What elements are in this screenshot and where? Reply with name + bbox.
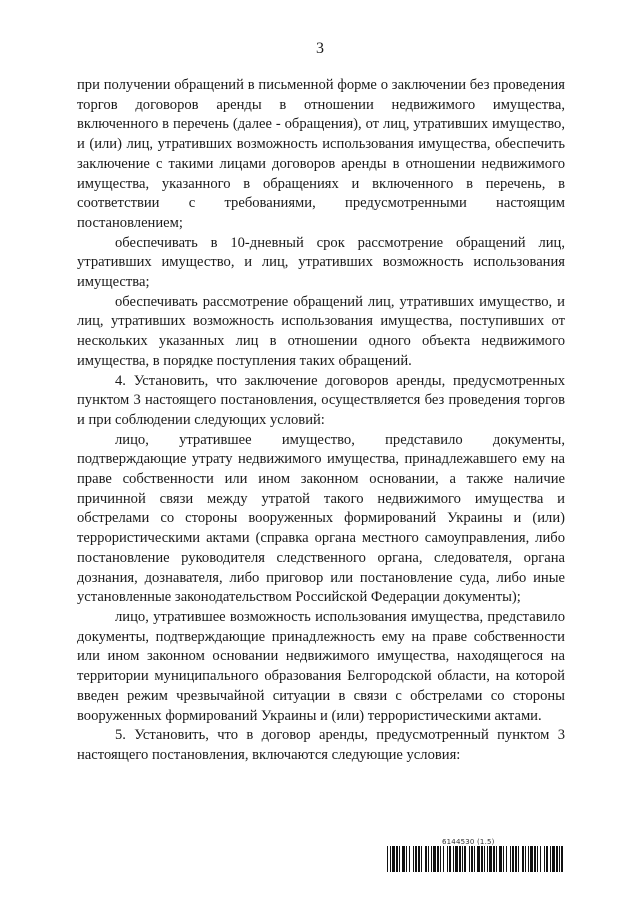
barcode-icon [387,846,563,872]
paragraph: лицо, утратившее возможность использования имущества, представило документы, подтверждающие принадлежность ему на праве собственности или ином законном основании недвижимого имущества, находящегося на территории муниципального образования Белгородской области, на которой введен режим чрезвычайной ситуации в связи с обстрелами со стороны вооруженных формирований Украины и (или) террористическими актами. [77,608,565,724]
document-body [77,76,565,766]
paragraph: при получении обращений в письменной форме о заключении без проведения торгов договоров аренды в отношении недвижимого имущества, включенного в перечень (далее - обращения), от лиц, утративших имущество, и (или) лиц, утративших возможность использования имущества, обеспечить заключение с такими лицами договоров аренды в отношении недвижимого имущества, указанного в обращениях и включенного в перечень, в соответствии с требованиями, предусмотренными настоящим постановлением; [77,77,565,231]
paragraph: 5. Установить, что в договор аренды, предусмотренный пунктом 3 настоящего постановления, включаются следующие условия: [77,727,565,763]
paragraph: 4. Установить, что заключение договоров аренды, предусмотренных пунктом 3 настоящего постановления, осуществляется без проведения торгов и при соблюдении следующих условий: [77,372,565,428]
page-number: 3 [316,40,324,57]
document-code: 6144530 (1.5) [442,838,495,846]
paragraph: обеспечивать в 10-дневный срок рассмотрение обращений лиц, утративших имущество, и лиц, утративших возможность использования имущества; [77,234,565,291]
paragraph: обеспечивать рассмотрение обращений лиц, утративших имущество, и лиц, утративших возможность использования имущества, поступивших от нескольких указанных лиц в отношении одного объекта недвижимого имущества, в порядке поступления таких обращений. [77,293,565,369]
paragraph: лицо, утратившее имущество, представило документы, подтверждающие утрату недвижимого имущества, принадлежавшего ему на праве собственности или ином законном основании, а также наличие причинной связи между утратой такого недвижимого имущества и обстрелами со стороны вооруженных формирований Украины и (или) террористическими актами (справка органа местного самоуправления, либо постановление руководителя следственного органа, следователя, органа дознания, дознавателя, либо приговор или постановление суда, либо иные установленные законодательством Российской Федерации документы); [77,431,565,606]
